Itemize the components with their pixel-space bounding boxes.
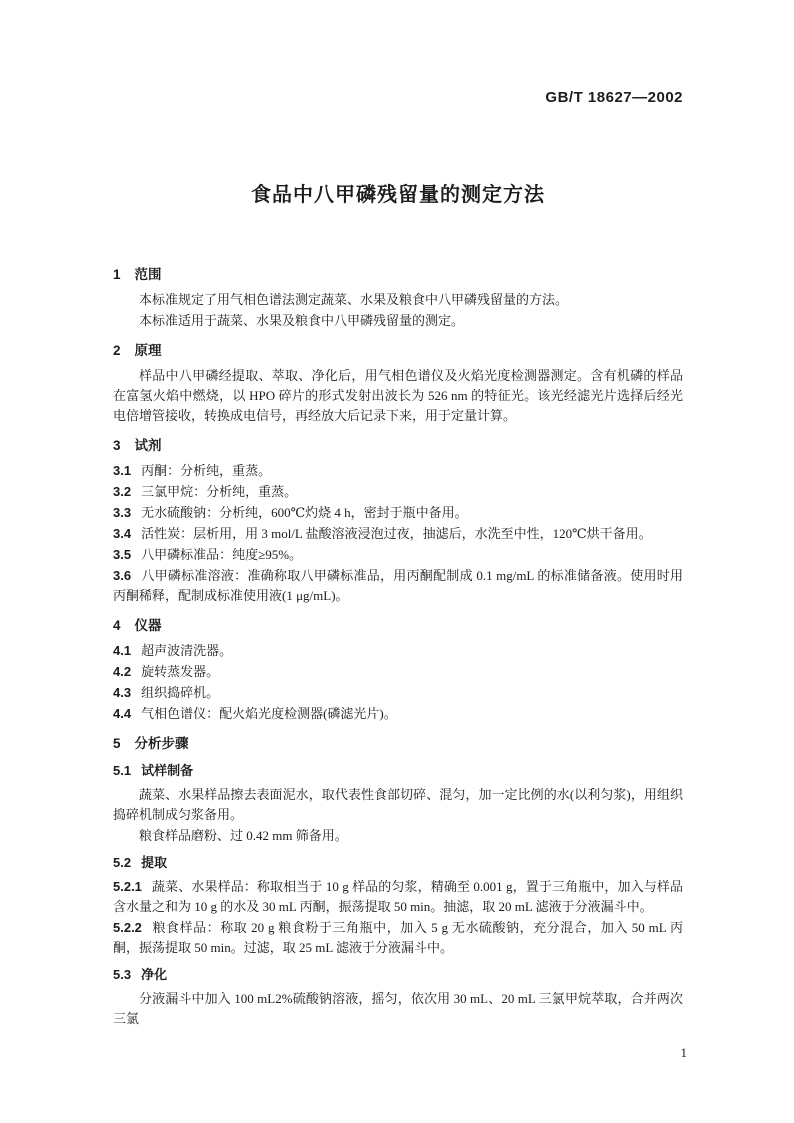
clause-number: 4.4 (113, 706, 132, 721)
section-heading (113, 341, 683, 361)
clause-text: 活性炭：层析用，用 3 mol/L 盐酸溶液浸泡过夜，抽滤后，水洗至中性，120℃烘干备用。 (141, 526, 652, 541)
clause-text: 丙酮：分析纯，重蒸。 (141, 463, 272, 478)
paragraph: 样品中八甲磷经提取、萃取、净化后，用气相色谱仪及火焰光度检测器测定。含有机磷的样品在富氢火焰中燃烧，以 HPO 碎片的形式发射出波长为 526 nm 的特征光。该光经滤光片选择后经光电倍增管接收，转换成电信号，再经放大后记录下来，用于定量计算。 (113, 368, 683, 423)
clause-text: 八甲磷标准品：纯度≥95%。 (141, 547, 303, 562)
clause (113, 918, 683, 958)
clause (113, 683, 683, 703)
clause-number: 4.1 (113, 643, 132, 658)
clause-text: 三氯甲烷：分析纯，重蒸。 (141, 484, 298, 499)
clause-title: 仪器 (134, 618, 162, 633)
clause (113, 641, 683, 661)
page-number: 1 (680, 1045, 687, 1060)
paragraph: 分液漏斗中加入 100 mL2%硫酸钠溶液，摇匀，依次用 30 mL、20 mL 三氯甲烷萃取，合并两次三氯 (113, 991, 683, 1026)
standard-number: GB/T 18627—2002 (545, 89, 683, 106)
clause (113, 503, 683, 523)
clause-text: 粮食样品：称取 20 g 粮食粉于三角瓶中，加入 5 g 无水硫酸钠，充分混合，加入 50 mL 丙酮，振荡提取 50 min。过滤，取 25 mL 滤液于分液漏斗中。 (113, 920, 683, 955)
clause-text: 旋转蒸发器。 (141, 664, 220, 679)
clause (113, 704, 683, 724)
clause-title: 原理 (134, 343, 162, 358)
clause-number: 5.2.2 (113, 920, 142, 935)
clause-text: 蔬菜、水果样品：称取相当于 10 g 样品的匀浆，精确至 0.001 g，置于三角瓶中，加入与样品含水量之和为 10 g 的水及 30 mL 丙酮，振荡提取 50 min。抽滤，取 20 mL 滤液于分液漏斗中。 (113, 879, 683, 914)
clause-number: 3 (113, 438, 121, 453)
clause (113, 877, 683, 917)
clause-number: 5.2 (113, 855, 132, 870)
document-header (113, 90, 683, 106)
clause (113, 545, 683, 565)
paragraph: 蔬菜、水果样品擦去表面泥水，取代表性食部切碎、混匀，加一定比例的水(以利匀浆)，用组织捣碎机制成匀浆备用。 (113, 787, 683, 822)
clause-number: 4.2 (113, 664, 132, 679)
clause (113, 662, 683, 682)
clause-text: 无水硫酸钠：分析纯，600℃灼烧 4 h，密封于瓶中备用。 (141, 505, 468, 520)
clause-title: 试样制备 (141, 763, 194, 778)
clause-number: 3.1 (113, 463, 132, 478)
clause-number: 5.1 (113, 763, 132, 778)
document-title: 食品中八甲磷残留量的测定方法 (251, 184, 545, 206)
document-body (113, 207, 683, 1029)
clause-text: 超声波清洗器。 (141, 643, 233, 658)
clause-number: 5.2.1 (113, 879, 142, 894)
clause-title: 试剂 (134, 438, 162, 453)
paragraph: 本标准适用于蔬菜、水果及粮食中八甲磷残留量的测定。 (139, 313, 465, 328)
section-heading (113, 265, 683, 285)
clause-text: 气相色谱仪：配火焰光度检测器(磷滤光片)。 (141, 706, 397, 721)
clause-text: 八甲磷标准溶液：准确称取八甲磷标准品，用丙酮配制成 0.1 mg/mL 的标准储备液。使用时用丙酮稀释，配制成标准使用液(1 μg/mL)。 (113, 568, 683, 603)
clause-number: 4 (113, 618, 121, 633)
clause-number: 2 (113, 343, 121, 358)
clause (113, 566, 683, 606)
paragraph: 本标准规定了用气相色谱法测定蔬菜、水果及粮食中八甲磷残留量的方法。 (139, 292, 569, 307)
clause-number: 4.3 (113, 685, 132, 700)
clause-number: 5 (113, 736, 121, 751)
clause-heading (113, 965, 683, 985)
clause-number: 3.3 (113, 505, 132, 520)
paragraph: 粮食样品磨粉、过 0.42 mm 筛备用。 (139, 828, 348, 843)
clause-title: 范围 (134, 267, 162, 282)
clause-heading (113, 853, 683, 873)
clause-number: 1 (113, 267, 121, 282)
clause-number: 3.2 (113, 484, 132, 499)
clause-title: 提取 (141, 855, 168, 870)
clause-number: 3.6 (113, 568, 132, 583)
clause (113, 524, 683, 544)
clause (113, 461, 683, 481)
clause-number: 3.4 (113, 526, 132, 541)
clause-title: 分析步骤 (134, 736, 189, 751)
clause-number: 5.3 (113, 967, 132, 982)
clause-number: 3.5 (113, 547, 132, 562)
section-heading (113, 436, 683, 456)
clause-title: 净化 (141, 967, 168, 982)
clause-text: 组织捣碎机。 (141, 685, 220, 700)
section-heading (113, 616, 683, 636)
clause (113, 482, 683, 502)
section-heading (113, 734, 683, 754)
clause-heading (113, 761, 683, 781)
